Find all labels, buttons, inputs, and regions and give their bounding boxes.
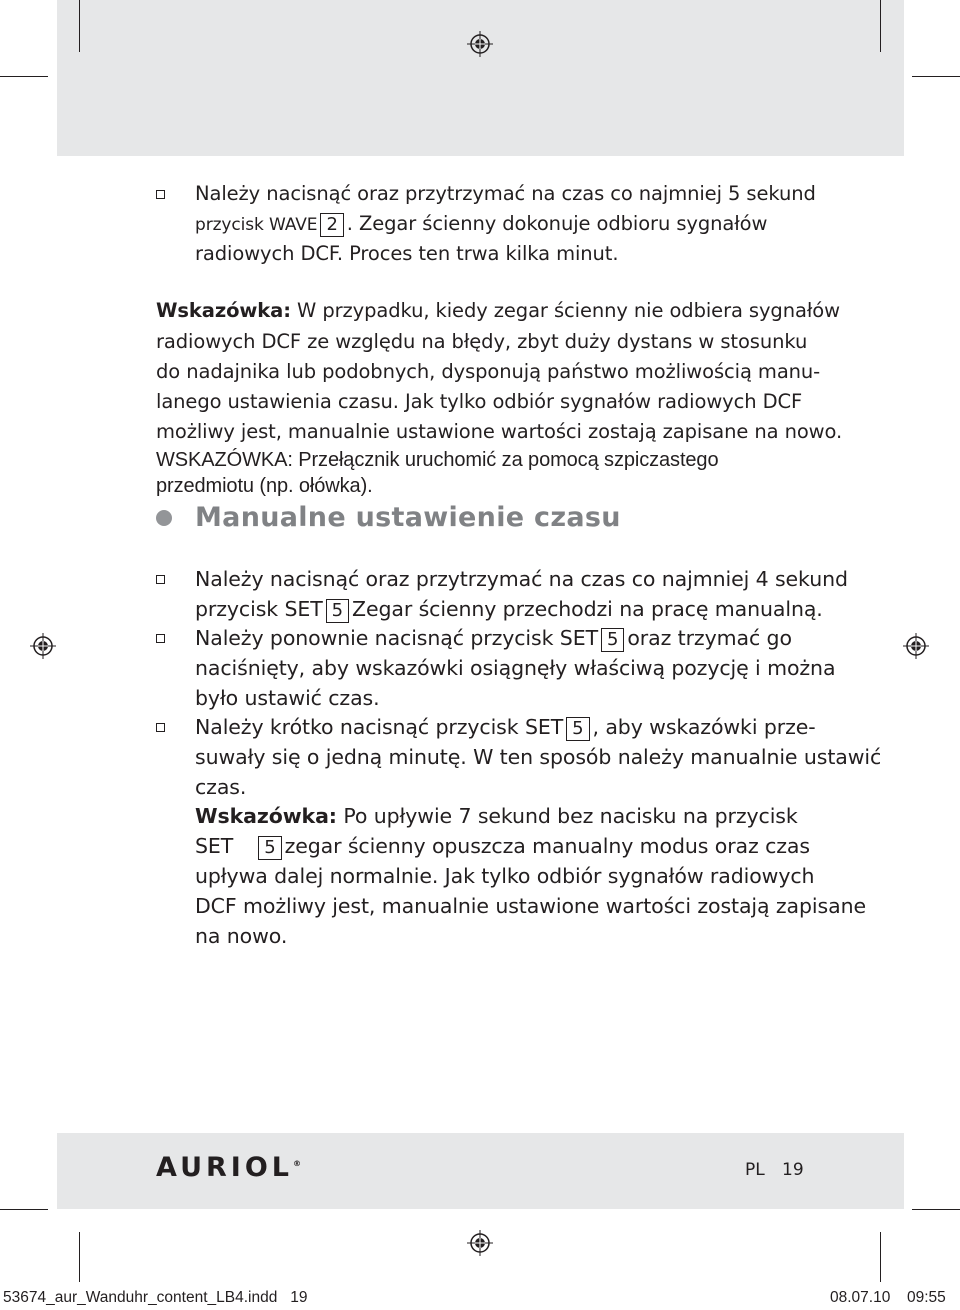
key-reference: 5 bbox=[601, 628, 624, 652]
checkbox-bullet-icon bbox=[156, 634, 165, 643]
file-info: 53674_aur_Wanduhr_content_LB4.indd 19 bbox=[3, 1289, 308, 1306]
key-reference: 2 bbox=[320, 213, 343, 237]
text-span: oraz trzymać go bbox=[627, 626, 792, 650]
step-line bbox=[195, 712, 816, 742]
note-label: Wskazówka: bbox=[156, 299, 291, 322]
step-line: suwały się o jedną minutę. W ten sposób należy manualnie ustawić bbox=[195, 745, 882, 769]
crop-mark bbox=[912, 76, 960, 77]
page-number: 19 bbox=[782, 1160, 804, 1180]
key-reference: 5 bbox=[566, 717, 589, 741]
section-heading: Manualne ustawienie czasu bbox=[195, 502, 621, 533]
crop-mark bbox=[0, 1209, 48, 1210]
note-line: przedmiotu (np. ołówka). bbox=[156, 475, 373, 497]
registration-mark-icon bbox=[30, 633, 56, 659]
note-line bbox=[195, 831, 810, 861]
text-span: Należy krótko nacisnąć przycisk SET bbox=[195, 715, 564, 739]
brand-logo bbox=[156, 1152, 301, 1183]
header-band bbox=[57, 0, 904, 156]
registration-mark-icon bbox=[903, 633, 929, 659]
crop-mark bbox=[79, 0, 80, 52]
text-span: SET bbox=[195, 834, 234, 858]
bullet-line: radiowych DCF. Proces ten trwa kilka minut. bbox=[195, 242, 619, 265]
key-reference: 5 bbox=[326, 599, 349, 623]
crop-mark bbox=[880, 0, 881, 52]
step-line: było ustawić czas. bbox=[195, 686, 380, 710]
text-span: , aby wskazówki prze- bbox=[592, 715, 816, 739]
note-line bbox=[156, 296, 840, 326]
checkbox-bullet-icon bbox=[156, 575, 165, 584]
step-line: naciśnięty, aby wskazówki osiągnęły właściwą pozycję i można bbox=[195, 656, 836, 680]
step-line bbox=[195, 623, 792, 653]
registration-mark-icon bbox=[467, 1230, 493, 1256]
note-line: upływa dalej normalnie. Jak tylko odbiór sygnałów radiowych bbox=[195, 864, 815, 888]
note-line: WSKAZÓWKA: Przełącznik uruchomić za pomocą szpiczastego bbox=[156, 449, 719, 471]
page-language: PL bbox=[745, 1160, 765, 1180]
brand-logo-text: AURIOL bbox=[156, 1152, 293, 1183]
checkbox-bullet-icon bbox=[156, 723, 165, 732]
print-date: 08.07.10 bbox=[830, 1289, 891, 1306]
note-line: radiowych DCF ze względu na błędy, zbyt duży dystans w stosunku bbox=[156, 330, 808, 353]
bullet-line: Należy nacisnąć oraz przytrzymać na czas co najmniej 5 sekund bbox=[195, 182, 816, 205]
checkbox-bullet-icon bbox=[156, 190, 165, 199]
note-line: do nadajnika lub podobnych, dysponują państwo możliwością manu- bbox=[156, 360, 821, 383]
heading-bullet-icon bbox=[156, 510, 172, 526]
note-label: Wskazówka: bbox=[195, 804, 337, 828]
text-span: Po upływie 7 sekund bez nacisku na przycisk bbox=[336, 804, 798, 828]
text-span: przycisk SET bbox=[195, 597, 323, 621]
note-line: możliwy jest, manualnie ustawione wartości zostają zapisane na nowo. bbox=[156, 420, 843, 443]
text-span: Zegar ścienny przechodzi na pracę manualną. bbox=[352, 597, 823, 621]
text-span: W przypadku, kiedy zegar ścienny nie odbiera sygnałów bbox=[290, 299, 840, 322]
button-name: przycisk WAVE bbox=[195, 215, 318, 235]
crop-mark bbox=[79, 1232, 80, 1282]
crop-mark bbox=[0, 76, 48, 77]
print-time: 09:55 bbox=[907, 1289, 946, 1306]
text-span: . Zegar ścienny dokonuje odbioru sygnałów bbox=[346, 212, 768, 235]
step-line bbox=[195, 594, 823, 624]
text-span: zegar ścienny opuszcza manualny modus oraz czas bbox=[284, 834, 810, 858]
note-line: lanego ustawienia czasu. Jak tylko odbiór sygnałów radiowych DCF bbox=[156, 390, 803, 413]
note-line: na nowo. bbox=[195, 924, 288, 948]
text-span: Należy ponownie nacisnąć przycisk SET bbox=[195, 626, 598, 650]
crop-mark bbox=[880, 1232, 881, 1282]
bullet-line bbox=[195, 209, 767, 240]
key-reference: 5 bbox=[258, 836, 281, 860]
crop-mark bbox=[912, 1209, 960, 1210]
registered-mark: ® bbox=[292, 1159, 301, 1168]
note-line: DCF możliwy jest, manualnie ustawione wartości zostają zapisane bbox=[195, 894, 866, 918]
registration-mark-icon bbox=[467, 31, 493, 57]
note-line bbox=[195, 801, 798, 831]
step-line: czas. bbox=[195, 775, 247, 799]
step-line: Należy nacisnąć oraz przytrzymać na czas co najmniej 4 sekund bbox=[195, 567, 848, 591]
